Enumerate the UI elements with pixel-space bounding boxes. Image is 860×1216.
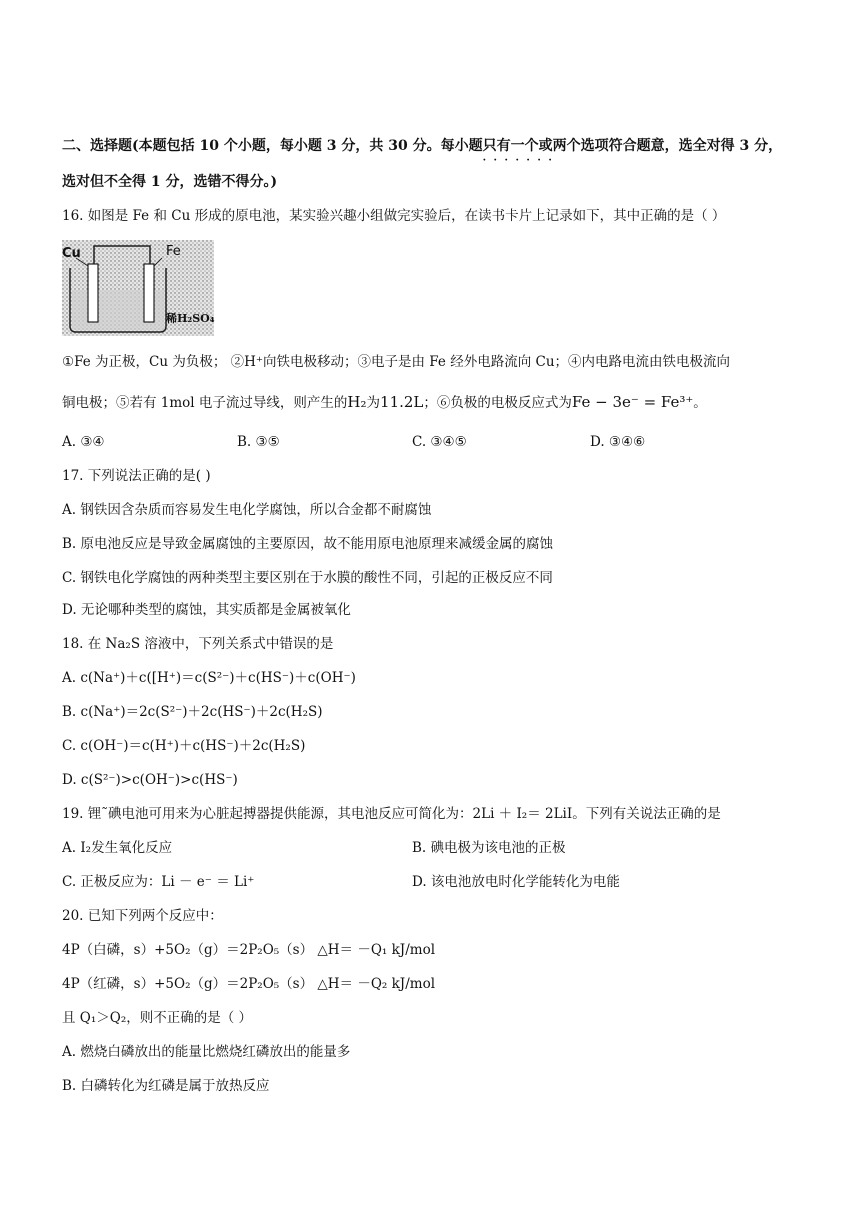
q16-text-c: ；⑥负极的电极反应式为 bbox=[423, 395, 572, 411]
q17-stem: 17. 下列说法正确的是( ) bbox=[62, 468, 211, 484]
q17-option-b[interactable]: B. 原电池反应是导致金属腐蚀的主要原因，故不能用原电池原理来减缓金属的腐蚀 bbox=[62, 536, 554, 552]
q16-text-d: 。 bbox=[693, 395, 707, 411]
q20-condition: 且 Q₁＞Q₂，则不正确的是（ ） bbox=[62, 1010, 253, 1026]
label-fe: Fe bbox=[166, 244, 181, 259]
section-text-b: 选项符合题意，选全对得 3 分， bbox=[580, 138, 783, 154]
section-header-line-1 bbox=[62, 136, 782, 156]
q18-option-c[interactable]: C. c(OH⁻)＝c(H⁺)＋c(HS⁻)＋2c(H₂S) bbox=[62, 738, 306, 754]
q18-stem: 18. 在 Na₂S 溶液中，下列关系式中错误的是 bbox=[62, 636, 334, 652]
q18-option-a[interactable]: A. c(Na⁺)＋c([H⁺)＝c(S²⁻)＋c(HS⁻)＋c(OH⁻) bbox=[62, 670, 356, 686]
q20-option-b[interactable]: B. 白磷转化为红磷是属于放热反应 bbox=[62, 1078, 270, 1094]
q20-option-a[interactable]: A. 燃烧白磷放出的能量比燃烧红磷放出的能量多 bbox=[62, 1044, 351, 1060]
q17-option-c[interactable]: C. 钢铁电化学腐蚀的两种类型主要区别在于水膜的酸性不同，引起的正极反应不同 bbox=[62, 570, 553, 586]
q16-equation: Fe − 3e⁻ = Fe³⁺ bbox=[571, 393, 694, 411]
q20-reaction-2: 4P（红磷，s）+5O₂（g）＝2P₂O₅（s） △H＝ －Q₂ kJ/mol bbox=[62, 976, 436, 992]
q16-stem: 16. 如图是 Fe 和 Cu 形成的原电池，某实验兴趣小组做完实验后，在读书卡片上记录如下，其中正确的是（ ） bbox=[62, 208, 726, 224]
q18-option-d[interactable]: D. c(S²⁻)>c(OH⁻)>c(HS⁻) bbox=[62, 772, 238, 788]
q16-option-a[interactable]: A. ③④ bbox=[62, 434, 105, 450]
label-acid: 稀H₂SO₄ bbox=[166, 312, 215, 325]
q16-statement-line-1: ①Fe 为正极，Cu 为负极； ②H⁺向铁电极移动；③电子是由 Fe 经外电路流向 Cu；④内电路电流由铁电极流向 bbox=[62, 354, 731, 370]
q19-option-b[interactable]: B. 碘电极为该电池的正极 bbox=[412, 840, 566, 856]
q19-option-c[interactable]: C. 正极反应为：Li － e⁻ ＝ Li⁺ bbox=[62, 874, 255, 890]
q18-option-b[interactable]: B. c(Na⁺)＝2c(S²⁻)＋2c(HS⁻)＋2c(H₂S) bbox=[62, 704, 323, 720]
section-header-line-2: 选对但不全得 1 分，选错不得分。) bbox=[62, 174, 278, 190]
q19-option-a[interactable]: A. I₂发生氧化反应 bbox=[62, 840, 173, 856]
q16-text-a: 铜电极；⑤若有 1mol 电子流过导线，则产生的 bbox=[62, 395, 348, 411]
q16-h2: H₂ bbox=[347, 393, 367, 411]
q16-volume: 11.2L bbox=[380, 393, 424, 411]
q16-option-b[interactable]: B. ③⑤ bbox=[237, 434, 280, 450]
label-cu: Cu bbox=[62, 246, 81, 261]
q19-option-d[interactable]: D. 该电池放电时化学能转化为电能 bbox=[412, 874, 620, 890]
q16-option-c[interactable]: C. ③④⑤ bbox=[412, 434, 467, 450]
q20-reaction-1: 4P（白磷，s）+5O₂（g）＝2P₂O₅（s） △H＝ －Q₁ kJ/mol bbox=[62, 942, 436, 958]
section-text-a: 二、选择题(本题包括 10 个小题，每小题 3 分，共 30 分。每小题 bbox=[62, 138, 483, 154]
galvanic-cell-figure bbox=[62, 240, 222, 336]
q19-stem: 19. 锂˜碘电池可用来为心脏起搏器提供能源，其电池反应可简化为：2Li ＋ I₂＝ 2LiI。下列有关说法正确的是 bbox=[62, 806, 721, 822]
q16-option-d[interactable]: D. ③④⑥ bbox=[590, 434, 646, 450]
q17-option-a[interactable]: A. 钢铁因含杂质而容易发生电化学腐蚀，所以合金都不耐腐蚀 bbox=[62, 502, 432, 518]
q20-stem: 20. 已知下列两个反应中： bbox=[62, 908, 223, 924]
q16-statement-line-2 bbox=[62, 392, 707, 413]
section-emphasis: 只有一个或两个 · · · bbox=[483, 138, 581, 154]
q16-text-b: 为 bbox=[366, 395, 381, 411]
q17-option-d[interactable]: D. 无论哪种类型的腐蚀，其实质都是金属被氧化 bbox=[62, 602, 351, 618]
